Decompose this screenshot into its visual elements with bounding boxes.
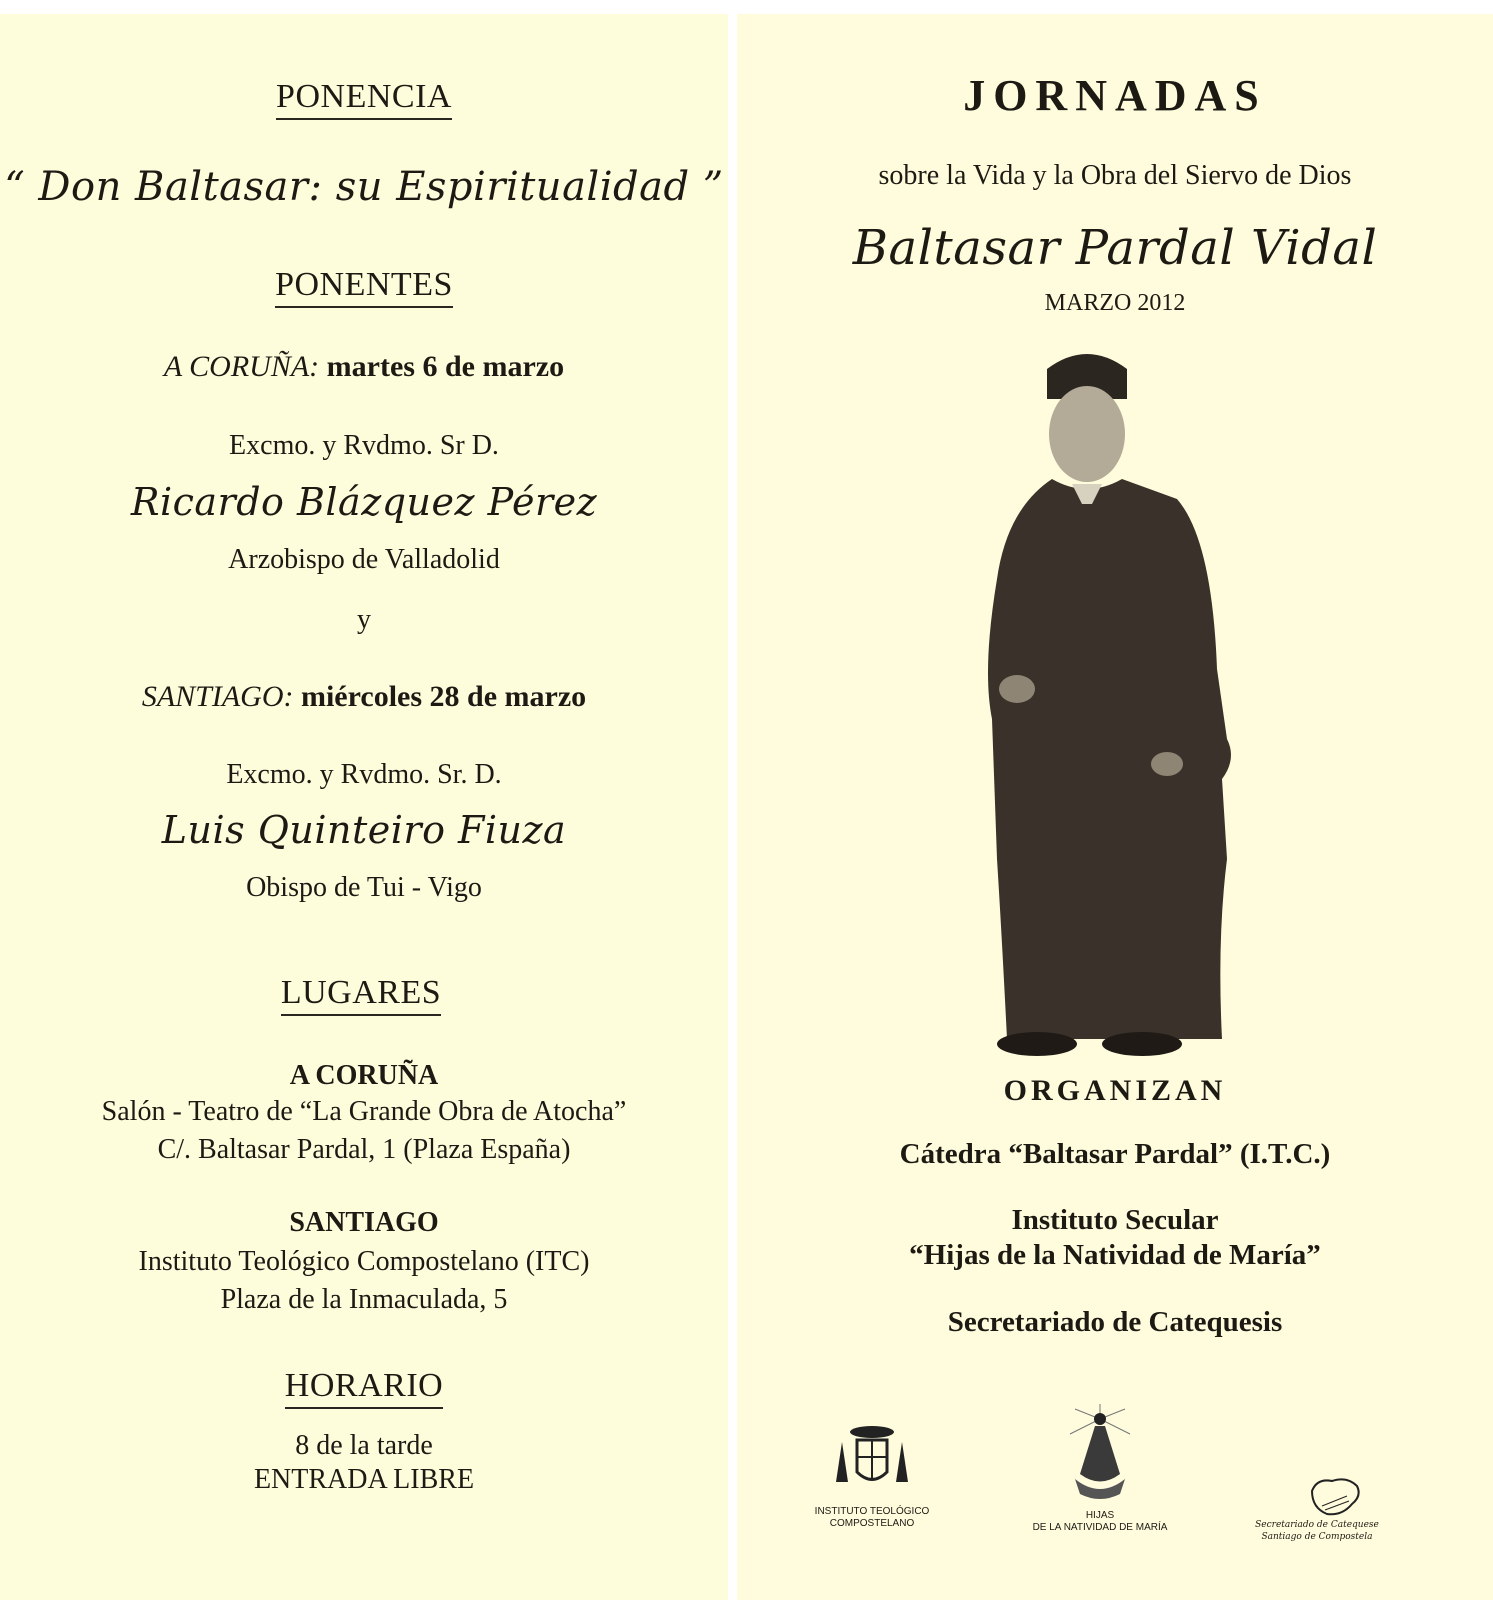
- itc-coat-of-arms-icon: [832, 1422, 912, 1502]
- cover-title: JORNADAS: [963, 71, 1267, 120]
- logo-secretariado-caption: Secretariado de Catequese Santiago de Compostela: [1255, 1520, 1379, 1542]
- horario-time: 8 de la tarde: [295, 1430, 433, 1461]
- session1-honorific: Excmo. y Rvdmo. Sr D.: [229, 430, 499, 461]
- logo-itc-caption: INSTITUTO TEOLÓGICO COMPOSTELANO: [814, 1506, 930, 1529]
- session2-date: SANTIAGO: miércoles 28 de marzo: [141, 680, 587, 713]
- session2-honorific: Excmo. y Rvdmo. Sr. D.: [226, 759, 502, 790]
- shell-logo-icon: [1307, 1476, 1363, 1518]
- session2-role: Obispo de Tui - Vigo: [246, 872, 482, 903]
- left-panel: [0, 14, 728, 1600]
- horario-entry: ENTRADA LIBRE: [253, 1464, 475, 1495]
- portrait-photo: [977, 339, 1267, 1069]
- ponentes-heading: PONENTES: [0, 266, 728, 308]
- cover-date: MARZO 2012: [1044, 290, 1186, 316]
- org-instituto-line2: “Hijas de la Natividad de María”: [909, 1239, 1321, 1271]
- place2-line2: Plaza de la Inmaculada, 5: [220, 1284, 508, 1315]
- virgin-mary-emblem-icon: [1065, 1404, 1135, 1504]
- org-catedra: Cátedra “Baltasar Pardal” (I.T.C.): [899, 1138, 1331, 1170]
- ponencia-heading: PONENCIA: [0, 78, 728, 120]
- session2-speaker: Luis Quinteiro Fiuza: [161, 808, 567, 852]
- ponencia-title: “ Don Baltasar: su Espiritualidad ”: [4, 164, 724, 210]
- place1-city: A CORUÑA: [289, 1060, 439, 1091]
- cover-name: Baltasar Pardal Vidal: [852, 220, 1378, 276]
- lugares-heading: LUGARES: [0, 974, 728, 1016]
- org-instituto-line1: Instituto Secular: [1011, 1204, 1219, 1236]
- org-secretariado: Secretariado de Catequesis: [947, 1306, 1283, 1338]
- cover-subtitle: sobre la Vida y la Obra del Siervo de Dios: [878, 160, 1352, 191]
- logo-hijas-caption: HIJAS DE LA NATIVIDAD DE MARÍA: [1032, 1510, 1168, 1533]
- place2-city: SANTIAGO: [289, 1207, 439, 1238]
- connector: y: [357, 604, 371, 635]
- session1-role: Arzobispo de Valladolid: [228, 544, 500, 575]
- place2-line1: Instituto Teológico Compostelano (ITC): [138, 1246, 590, 1277]
- session1-date: A CORUÑA: martes 6 de marzo: [163, 350, 565, 383]
- session1-speaker: Ricardo Blázquez Pérez: [130, 480, 598, 524]
- place1-line1: Salón - Teatro de “La Grande Obra de Atocha”: [101, 1096, 627, 1127]
- organizan-heading: ORGANIZAN: [1003, 1074, 1227, 1107]
- right-panel: [737, 14, 1493, 1600]
- horario-heading: HORARIO: [0, 1367, 728, 1409]
- place1-line2: C/. Baltasar Pardal, 1 (Plaza España): [157, 1134, 571, 1165]
